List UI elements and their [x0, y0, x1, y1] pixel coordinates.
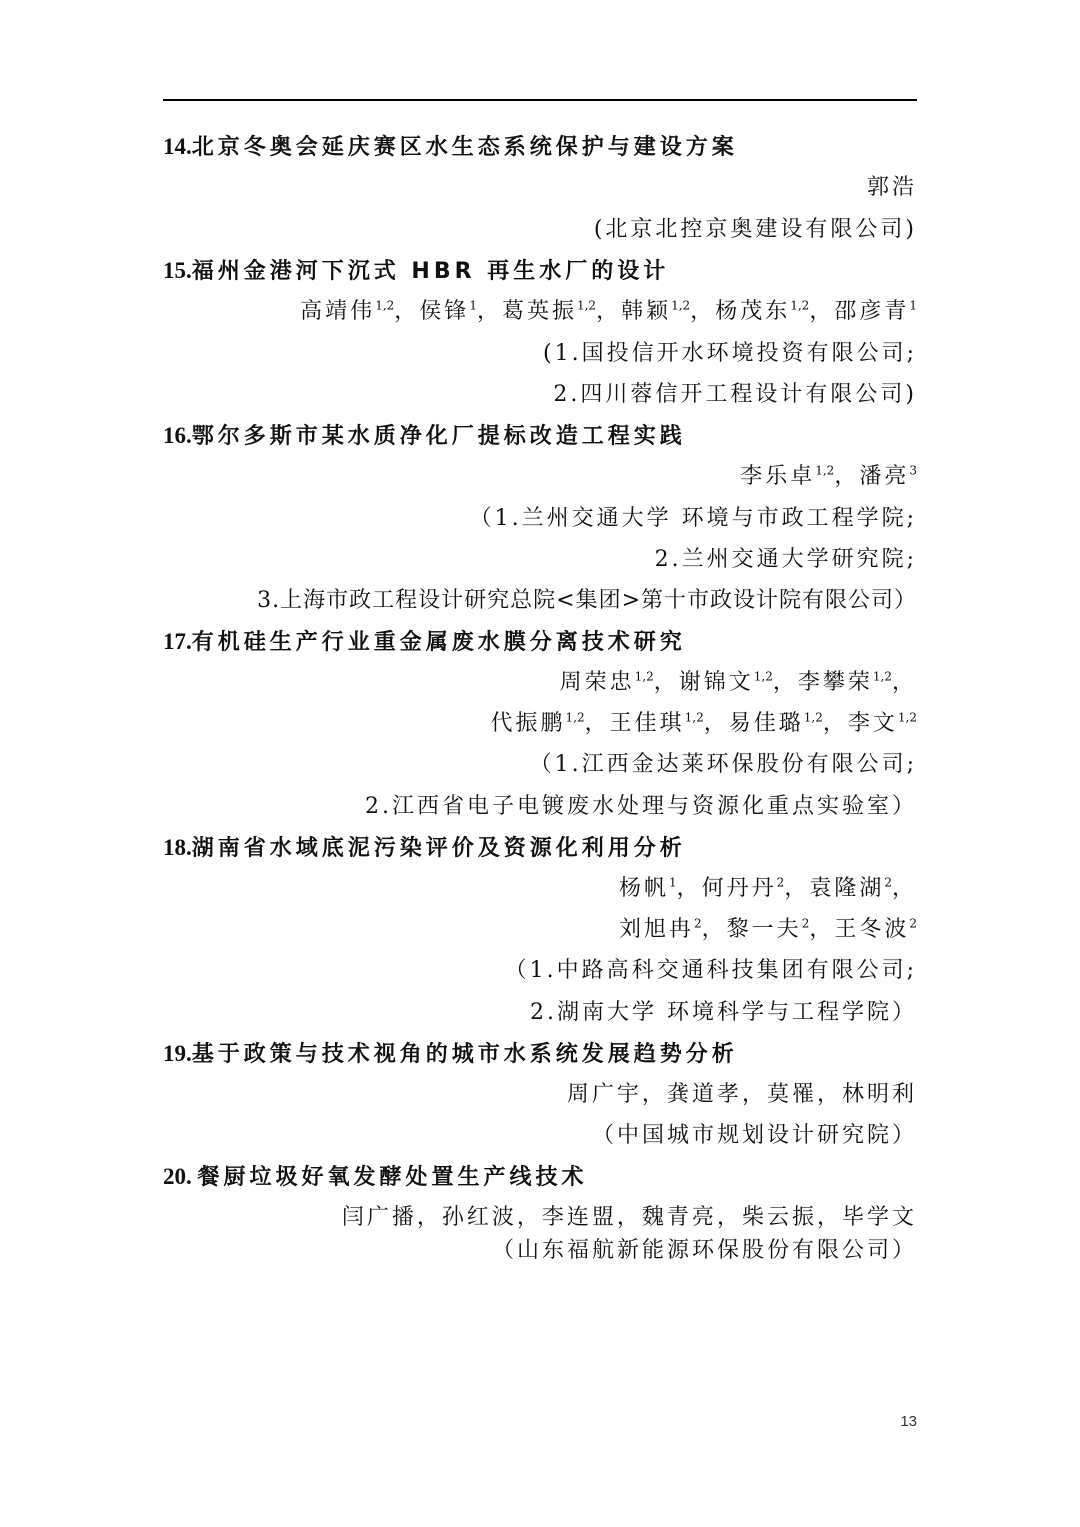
entry-number: 14. [163, 134, 192, 159]
affiliation-mark: 2 [884, 875, 892, 890]
affiliation-mark: 1,2 [872, 669, 892, 684]
affiliation: （中国城市规划设计研究院） [591, 1123, 917, 1148]
author-name: 柴云振 [741, 1205, 817, 1230]
author-name: 高靖伟 [300, 299, 376, 324]
entry-title-text: 有机硅生产行业重金属废水膜分离技术研究 [191, 630, 686, 655]
entry-number: 20. [163, 1164, 198, 1189]
author-line: 闫广播，孙红波，李连盟，魏青亮，柴云振，毕学文 [341, 1205, 917, 1230]
affiliation-mark: 2 [909, 916, 917, 931]
entry-title [163, 1156, 917, 1197]
page-number: 13 [900, 1413, 917, 1430]
entry-number: 19. [163, 1041, 192, 1066]
affiliation: 2.四川蓉信开工程设计有限公司) [553, 382, 917, 407]
affiliation-mark: 3 [909, 463, 917, 478]
affiliation-mark: 1,2 [684, 710, 704, 725]
author-name: 闫广播 [341, 1205, 417, 1230]
affiliation-mark: 1,2 [803, 710, 823, 725]
author-name: 袁隆湖 [809, 876, 885, 901]
author-name: 王冬波 [834, 917, 910, 942]
affiliation-mark: 1,2 [753, 669, 773, 684]
author-line: 杨帆$^1$，何丹丹$^2$，袁隆湖$^2$， [618, 875, 917, 901]
affiliation: 2.湖南大学 环境科学与工程学院） [530, 1000, 917, 1025]
author-line: 高靖伟$^{1,2}$，侯锋$^1$，葛英振$^{1,2}$，韩颖$^{1,2}$，杨茂东$^{1,2}$，邵彦青$^1$ [300, 298, 917, 324]
affiliation: 3.上海市政工程设计研究总院<集团>第十市政设计院有限公司） [257, 588, 917, 613]
author-name: 刘旭冉 [619, 917, 695, 942]
affiliation-mark: 1,2 [375, 298, 395, 313]
affiliation-mark: 2 [801, 916, 810, 931]
affiliation-mark: 1 [469, 298, 477, 313]
affiliation: (1.国投信开水环境投资有限公司; [543, 341, 917, 366]
affiliation: 2.兰州交通大学研究院; [654, 547, 917, 572]
author-name: 王佳琪 [609, 711, 685, 736]
entry-title [163, 415, 917, 456]
author-name: 杨茂东 [715, 299, 791, 324]
author-name: 郭浩 [866, 175, 917, 200]
author-name: 李乐卓 [740, 464, 816, 489]
entry-number: 18. [163, 835, 192, 860]
author-name: 龚道孝 [666, 1082, 742, 1107]
affiliation-mark: 2 [694, 916, 702, 931]
entry-number: 17. [163, 629, 192, 654]
affiliation: （1.中路高科交通科技集团有限公司; [504, 958, 917, 983]
author-line [163, 167, 917, 208]
affiliation: （1.江西金达莱环保股份有限公司; [529, 752, 917, 777]
affiliation-mark: 1,2 [671, 298, 691, 313]
author-name: 李连盟 [541, 1205, 617, 1230]
author-name: 易佳璐 [728, 711, 804, 736]
affiliation-mark: 1,2 [565, 710, 585, 725]
affiliation: (北京北控京奥建设有限公司) [593, 217, 917, 242]
entry-title [163, 126, 917, 167]
author-name: 林明利 [841, 1082, 917, 1107]
entry-number: 15. [163, 258, 192, 283]
entry-title-text: 福州金港河下沉式 HBR 再生水厂的设计 [191, 259, 670, 284]
affiliation-mark: 1 [909, 298, 917, 313]
author-name: 何丹丹 [701, 876, 777, 901]
entry-title-text: 湖南省水域底泥污染评价及资源化利用分析 [191, 836, 686, 861]
affiliation-mark: 1,2 [897, 710, 917, 725]
author-name: 李文 [847, 711, 898, 736]
author-name: 邵彦青 [834, 299, 910, 324]
entry-title [163, 621, 917, 662]
author-name: 李攀荣 [797, 670, 873, 695]
entry-title-text: 鄂尔多斯市某水质净化厂提标改造工程实践 [191, 424, 686, 449]
author-name: 代振鹏 [490, 711, 566, 736]
author-name: 毕学文 [841, 1205, 917, 1230]
author-line: 周荣忠$^{1,2}$，谢锦文$^{1,2}$，李攀荣$^{1,2}$， [559, 669, 917, 695]
affiliation-mark: 1 [669, 875, 677, 890]
author-name: 杨帆 [618, 876, 669, 901]
author-name: 黎一夫 [726, 917, 802, 942]
entry-title-text: 基于政策与技术视角的城市水系统发展趋势分析 [191, 1042, 738, 1067]
author-name: 魏青亮 [641, 1205, 717, 1230]
entry-title [163, 827, 917, 868]
author-name: 谢锦文 [678, 670, 754, 695]
entry-number: 16. [163, 423, 192, 448]
author-line: 周广宇，龚道孝，莫罹，林明利 [566, 1082, 917, 1107]
affiliation-mark: 1,2 [815, 463, 835, 478]
author-name: 侯锋 [419, 299, 470, 324]
affiliation: 2.江西省电子电镀废水处理与资源化重点实验室） [365, 794, 917, 819]
author-name: 莫罹 [766, 1082, 817, 1107]
affiliation-mark: 1,2 [576, 298, 597, 313]
affiliation-mark: 2 [776, 875, 785, 890]
affiliation-mark: 1,2 [790, 298, 810, 313]
affiliation: （1.兰州交通大学 环境与市政工程学院; [469, 506, 917, 531]
entry-title-text: 餐厨垃圾好氧发酵处置生产线技术 [197, 1165, 588, 1190]
author-line: 李乐卓$^{1,2}$，潘亮$^3$ [740, 463, 917, 489]
entry-title [163, 250, 917, 291]
affiliation-mark: 1,2 [634, 669, 654, 684]
affiliation: （山东福航新能源环保股份有限公司） [491, 1238, 917, 1263]
author-name: 潘亮 [859, 464, 910, 489]
entry-title-text: 北京冬奥会延庆赛区水生态系统保护与建设方案 [191, 135, 738, 160]
header-rule [163, 99, 917, 101]
author-name: 周广宇 [566, 1082, 642, 1107]
author-name: 葛英振 [501, 299, 577, 324]
author-line: 刘旭冉$^2$，黎一夫$^2$，王冬波$^2$ [619, 916, 917, 942]
author-line: 代振鹏$^{1,2}$，王佳琪$^{1,2}$，易佳璐$^{1,2}$，李文$^{1,2}$ [490, 710, 917, 736]
entry-title [163, 1033, 917, 1074]
author-name: 周荣忠 [559, 670, 635, 695]
author-name: 韩颖 [621, 299, 672, 324]
author-name: 孙红波 [441, 1205, 517, 1230]
